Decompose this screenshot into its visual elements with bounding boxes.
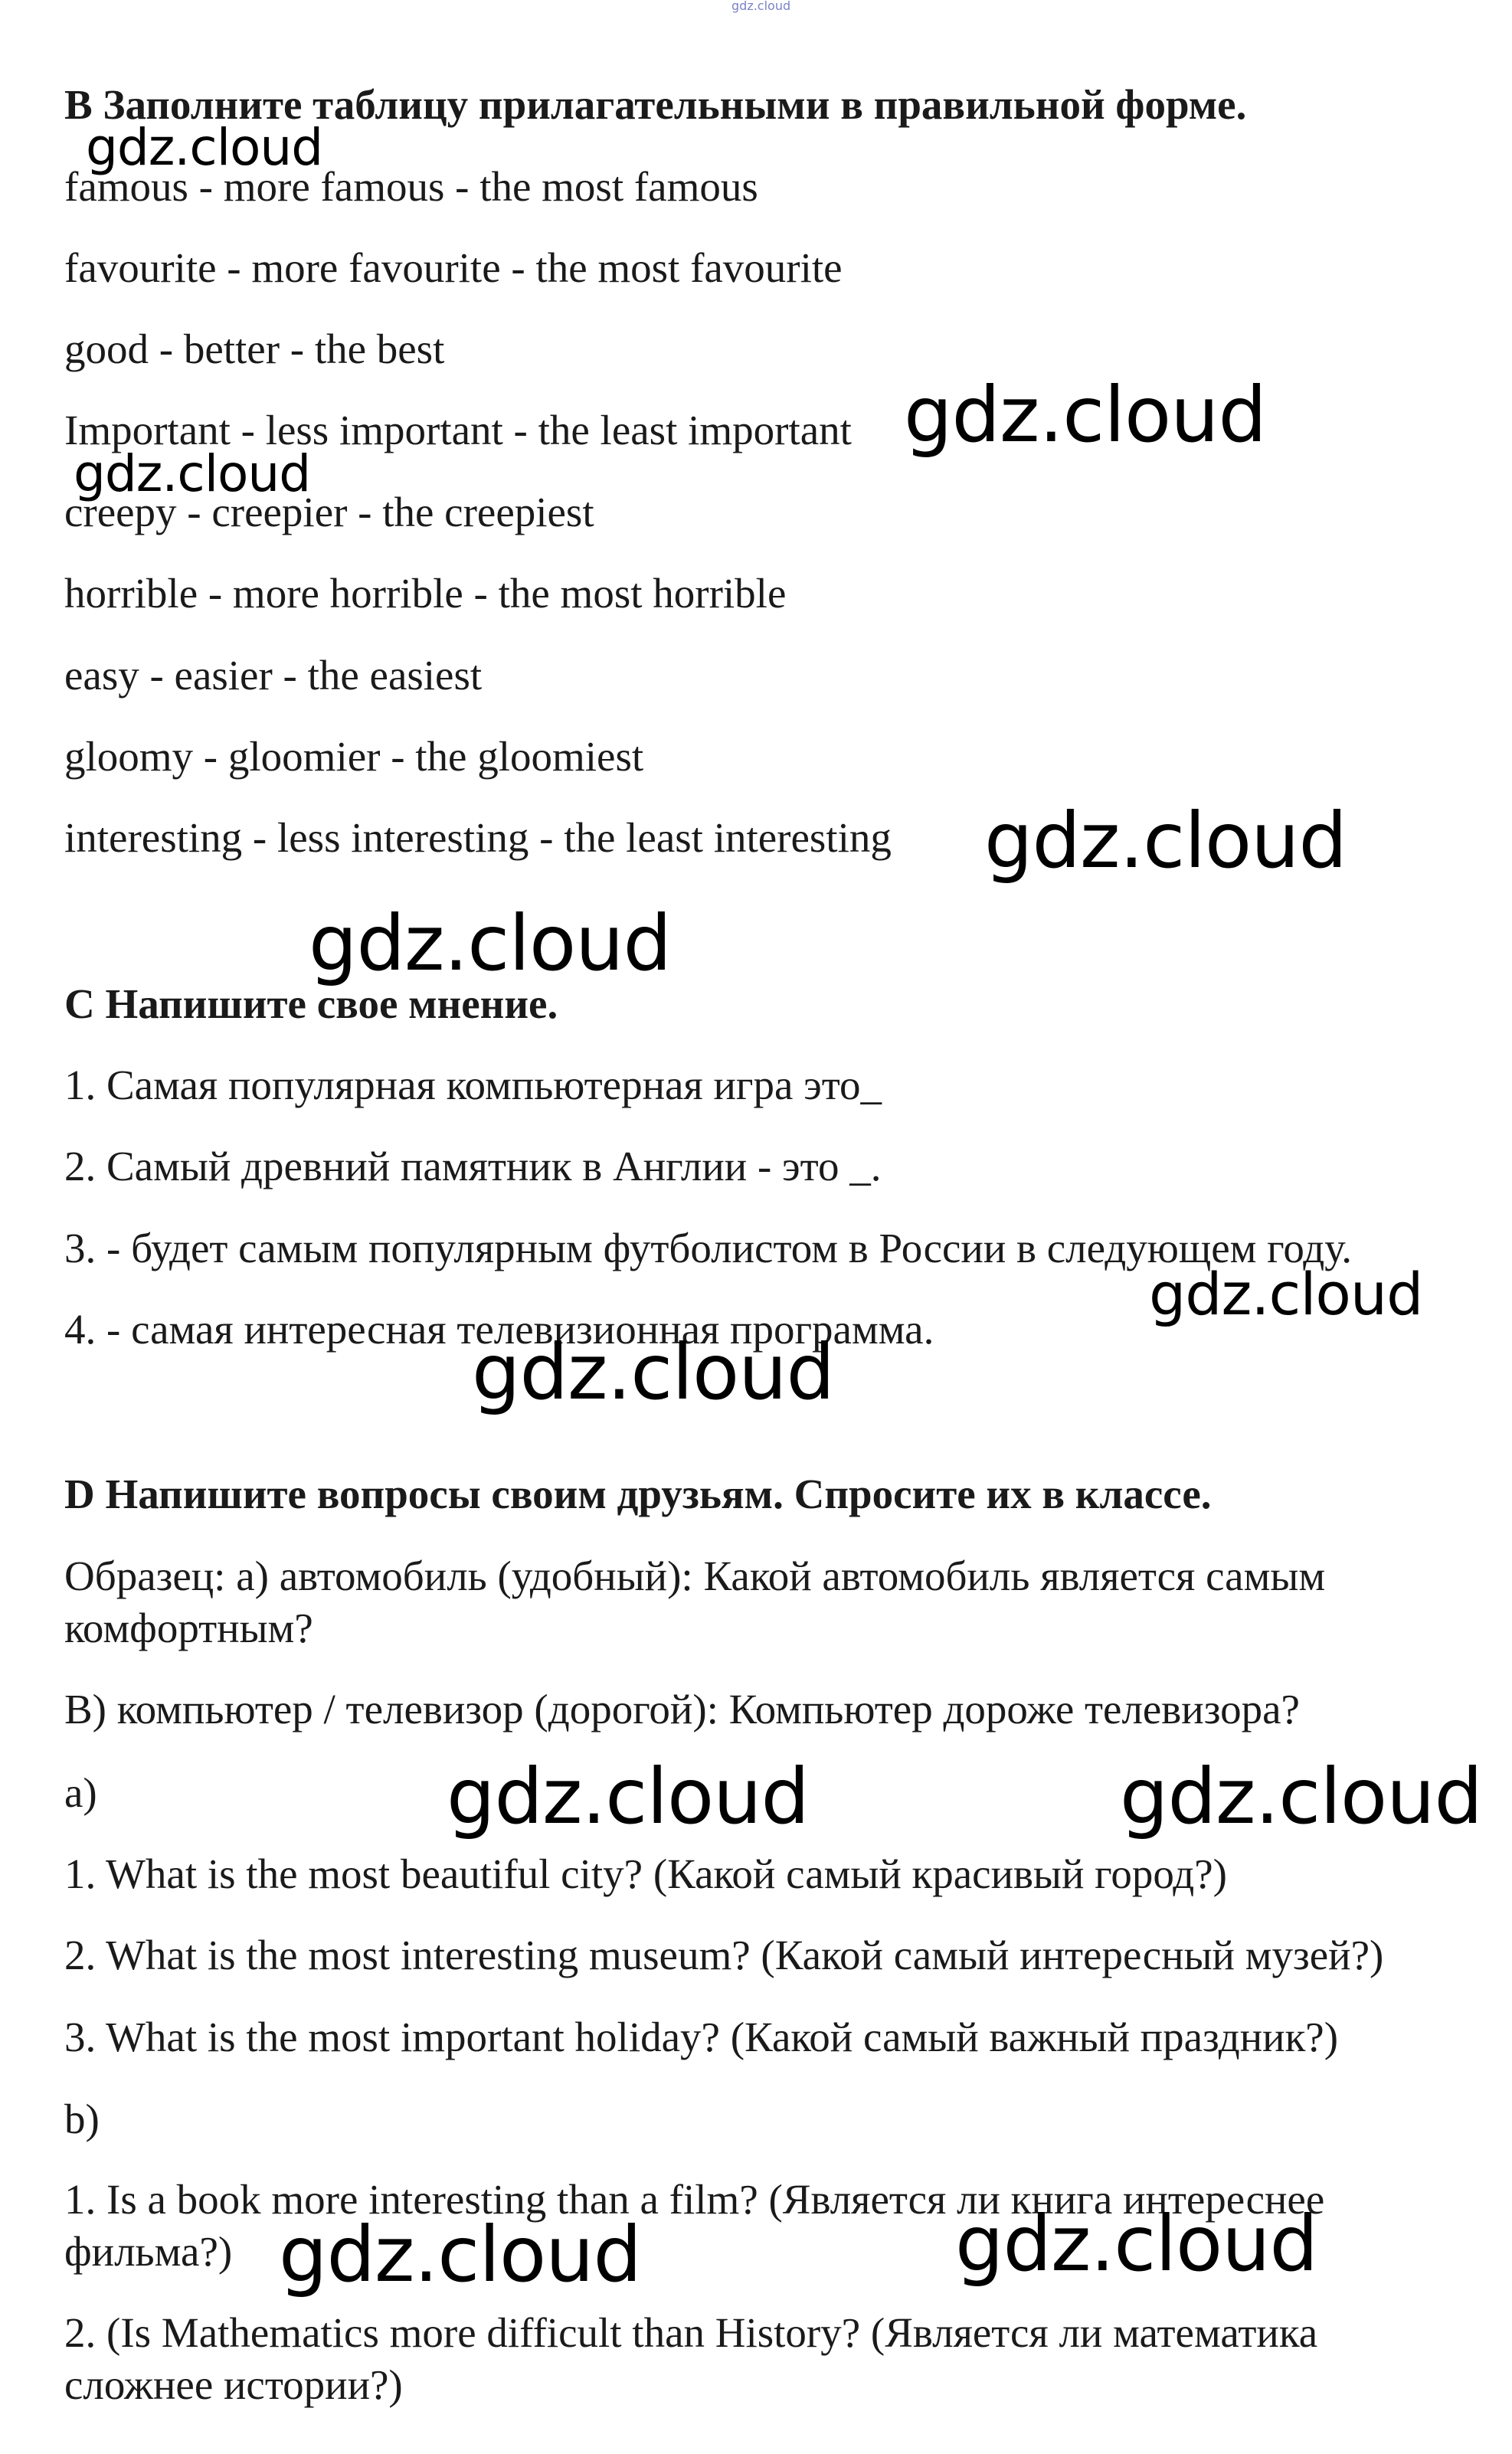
watermark: gdz.cloud: [279, 2210, 642, 2299]
section-b-row: good - better - the best: [64, 326, 445, 372]
section-d-label-a: a): [64, 1769, 97, 1816]
section-b-row: creepy - creepier - the creepiest: [64, 489, 594, 535]
watermark: gdz.cloud: [984, 796, 1347, 885]
watermark: gdz.cloud: [904, 370, 1267, 460]
section-d-heading: D Напишите вопросы своим друзьям. Спросите их в классе.: [64, 1471, 1212, 1517]
watermark: gdz.cloud: [472, 1327, 835, 1417]
section-b-heading: B Заполните таблицу прилагательными в правильной форме.: [64, 81, 1247, 128]
section-d-item-b: 1. Is a book more interesting than a film? (Является ли книга интереснее фильма?): [64, 2176, 1325, 2275]
watermark: gdz.cloud: [309, 898, 672, 988]
section-c-item: 3. - будет самым популярным футболистом в России в следующем году.: [64, 1225, 1353, 1271]
section-c-item: 1. Самая популярная компьютерная игра это_: [64, 1062, 882, 1108]
watermark: gdz.cloud: [1149, 1260, 1423, 1328]
section-d-item-a: 3. What is the most important holiday? (Какой самый важный праздник?): [64, 2014, 1339, 2060]
section-d-example-b: B) компьютер / телевизор (дорогой): Компьютер дороже телевизора?: [64, 1686, 1300, 1733]
watermark: gdz.cloud: [86, 118, 323, 177]
watermark: gdz.cloud: [1120, 1752, 1483, 1841]
section-b-row: Important - less important - the least important: [64, 407, 852, 453]
watermark: gdz.cloud: [955, 2199, 1318, 2289]
section-d-example-a: Образец: a) автомобиль (удобный): Какой автомобиль является самым комфортным?: [64, 1553, 1326, 1651]
section-b-row: easy - easier - the easiest: [64, 652, 483, 699]
section-b-row: interesting - less interesting - the least interesting: [64, 814, 892, 861]
section-b-row: famous - more famous - the most famous: [64, 163, 758, 210]
section-d-item-b: 2. (Is Mathematics more difficult than History? (Является ли математика сложнее истории?): [64, 2309, 1318, 2408]
section-c-heading: C Напишите свое мнение.: [64, 980, 558, 1027]
section-c-item: 4. - самая интересная телевизионная программа.: [64, 1306, 934, 1353]
watermark: gdz.cloud: [74, 444, 311, 503]
watermark-top: gdz.cloud: [731, 0, 791, 13]
section-b-row: horrible - more horrible - the most horrible: [64, 570, 787, 617]
section-d-item-a: 1. What is the most beautiful city? (Какой самый красивый город?): [64, 1850, 1227, 1897]
watermark: gdz.cloud: [447, 1752, 810, 1841]
section-c-item: 2. Самый древний памятник в Англии - это _.: [64, 1143, 882, 1189]
section-b-row: favourite - more favourite - the most favourite: [64, 244, 843, 291]
section-d-item-a: 2. What is the most interesting museum? (Какой самый интересный музей?): [64, 1932, 1384, 1978]
section-d-label-b: b): [64, 2096, 100, 2142]
section-b-row: gloomy - gloomier - the gloomiest: [64, 733, 644, 780]
